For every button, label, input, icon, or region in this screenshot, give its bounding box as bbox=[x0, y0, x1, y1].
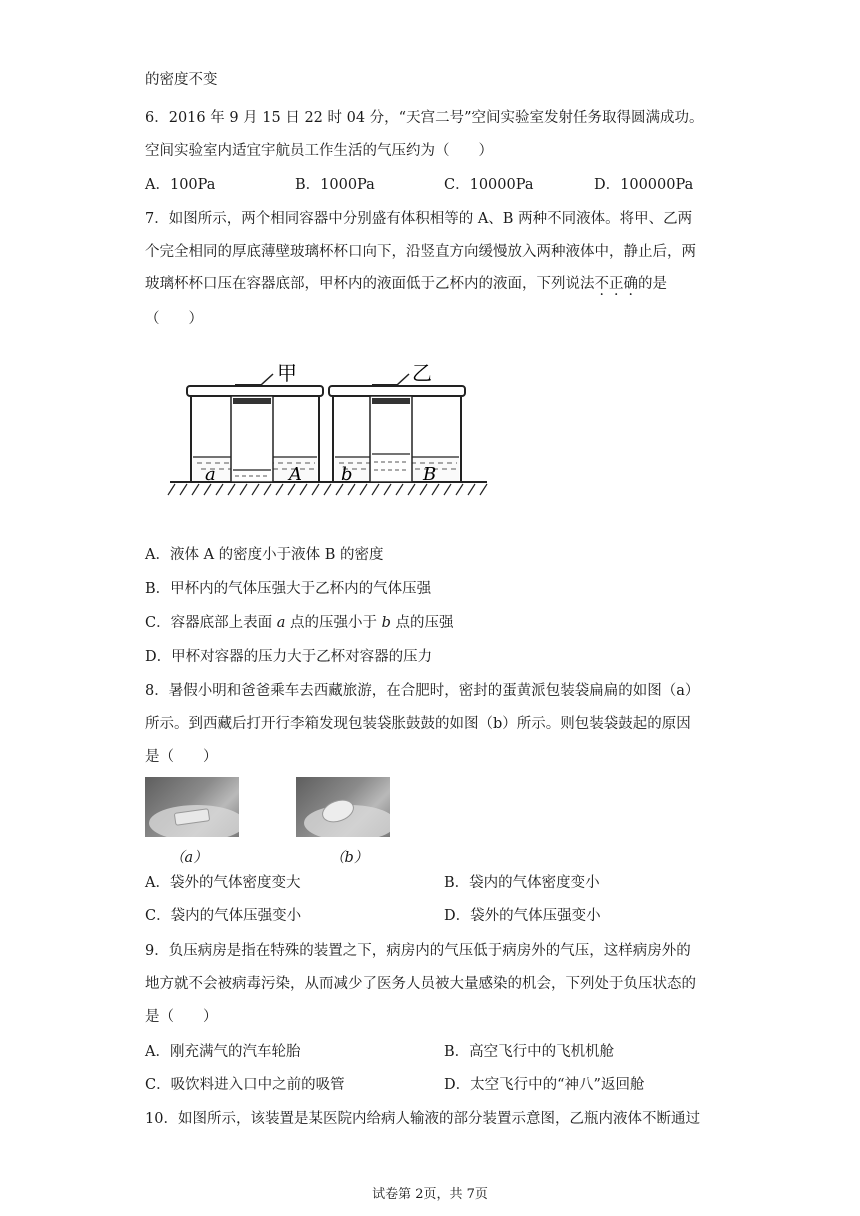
q6-option-b: B．1000Pa bbox=[295, 177, 375, 193]
q9-option-a: A．刚充满气的汽车轮胎 bbox=[145, 1044, 301, 1060]
ground-hatch bbox=[168, 484, 487, 495]
label-a: a bbox=[205, 464, 216, 485]
q6-option-a: A．100Pa bbox=[145, 177, 216, 193]
q8-option-c: C．袋内的气体压强变小 bbox=[145, 908, 302, 924]
q8-line3: 是（ ） bbox=[145, 749, 218, 765]
q9-line1: 9．负压病房是指在特殊的装置之下，病房内的气压低于病房外的气压，这样病房外的 bbox=[145, 943, 691, 959]
q8-option-d: D．袋外的气体压强变小 bbox=[444, 908, 601, 924]
q7-option-c bbox=[145, 613, 453, 633]
q6-line2: 空间实验室内适宜宇航员工作生活的气压约为（ ） bbox=[145, 143, 493, 159]
q7-optc-var-b: b bbox=[381, 615, 391, 631]
q9-line3: 是（ ） bbox=[145, 1009, 218, 1025]
q8-option-b: B．袋内的气体密度变小 bbox=[444, 875, 600, 891]
photo-swollen-bag bbox=[296, 777, 390, 837]
q7-optc-var-a: a bbox=[276, 615, 286, 631]
label-yi: 乙 bbox=[412, 361, 432, 385]
q7-optc-mid: 点的压强小于 bbox=[285, 615, 382, 631]
q7-line4: （ ） bbox=[145, 311, 203, 327]
q9-line2: 地方就不会被病毒污染，从而减少了医务人员被大量感染的机会，下列处于负压状态的 bbox=[145, 976, 696, 992]
q9-option-b: B．高空飞行中的飞机机舱 bbox=[444, 1044, 615, 1060]
q9-option-c: C．吸饮料进入口中之前的吸管 bbox=[145, 1077, 345, 1093]
q7-line3-pre: 玻璃杯杯口压在容器底部，甲杯内的液面低于乙杯内的液面，下列说法 bbox=[145, 276, 595, 292]
q6-line1: 6．2016 年 9 月 15 日 22 时 04 分，“天宫二号”空间实验室发射任务取得圆满成功。 bbox=[145, 110, 704, 126]
q8-line2: 所示。到西藏后打开行李箱发现包装袋胀鼓鼓的如图（b）所示。则包装袋鼓起的原因 bbox=[145, 716, 691, 732]
q6-option-c: C．10000Pa bbox=[444, 177, 534, 193]
q7-line3 bbox=[145, 274, 667, 294]
q10-line1: 10．如图所示，该装置是某医院内给病人输液的部分装置示意图，乙瓶内液体不断通过 bbox=[145, 1111, 700, 1127]
label-A: A bbox=[289, 464, 302, 485]
q7-emph-char: 正 bbox=[609, 276, 624, 292]
label-jia: 甲 bbox=[277, 361, 297, 385]
caption-a: （a） bbox=[170, 850, 208, 866]
photo-flat-bag bbox=[145, 777, 239, 837]
page-footer: 试卷第 2页，共 7页 bbox=[372, 1187, 488, 1202]
q7-optc-post: 点的压强 bbox=[390, 615, 454, 631]
q7-line1: 7．如图所示，两个相同容器中分别盛有体积相等的 A、B 两种不同液体。将甲、乙两 bbox=[145, 211, 693, 227]
q7-option-d: D．甲杯对容器的压力大于乙杯对容器的压力 bbox=[145, 649, 433, 665]
label-B: B bbox=[423, 464, 437, 485]
q7-option-b: B．甲杯内的气体压强大于乙杯内的气体压强 bbox=[145, 581, 432, 597]
q7-figure-containers bbox=[165, 350, 495, 510]
q7-emph-char: 确 bbox=[623, 276, 638, 292]
q7-option-a: A．液体 A 的密度小于液体 B 的密度 bbox=[145, 547, 384, 563]
label-b: b bbox=[341, 464, 353, 485]
q6-option-d: D．100000Pa bbox=[594, 177, 694, 193]
q5-tail: 的密度不变 bbox=[145, 72, 218, 88]
q9-option-d: D．太空飞行中的“神八”返回舱 bbox=[444, 1077, 645, 1093]
q8-line1: 8．暑假小明和爸爸乘车去西藏旅游，在合肥时，密封的蛋黄派包装袋扁扁的如图（a） bbox=[145, 683, 700, 699]
q7-emph-char: 不 bbox=[594, 276, 609, 292]
caption-b: （b） bbox=[330, 850, 369, 866]
q7-line3-post: 的是 bbox=[638, 276, 667, 292]
q7-optc-pre: C．容器底部上表面 bbox=[145, 615, 277, 631]
q7-line2: 个完全相同的厚底薄壁玻璃杯杯口向下，沿竖直方向缓慢放入两种液体中，静止后，两 bbox=[145, 244, 696, 260]
q8-option-a: A．袋外的气体密度变大 bbox=[145, 875, 301, 891]
